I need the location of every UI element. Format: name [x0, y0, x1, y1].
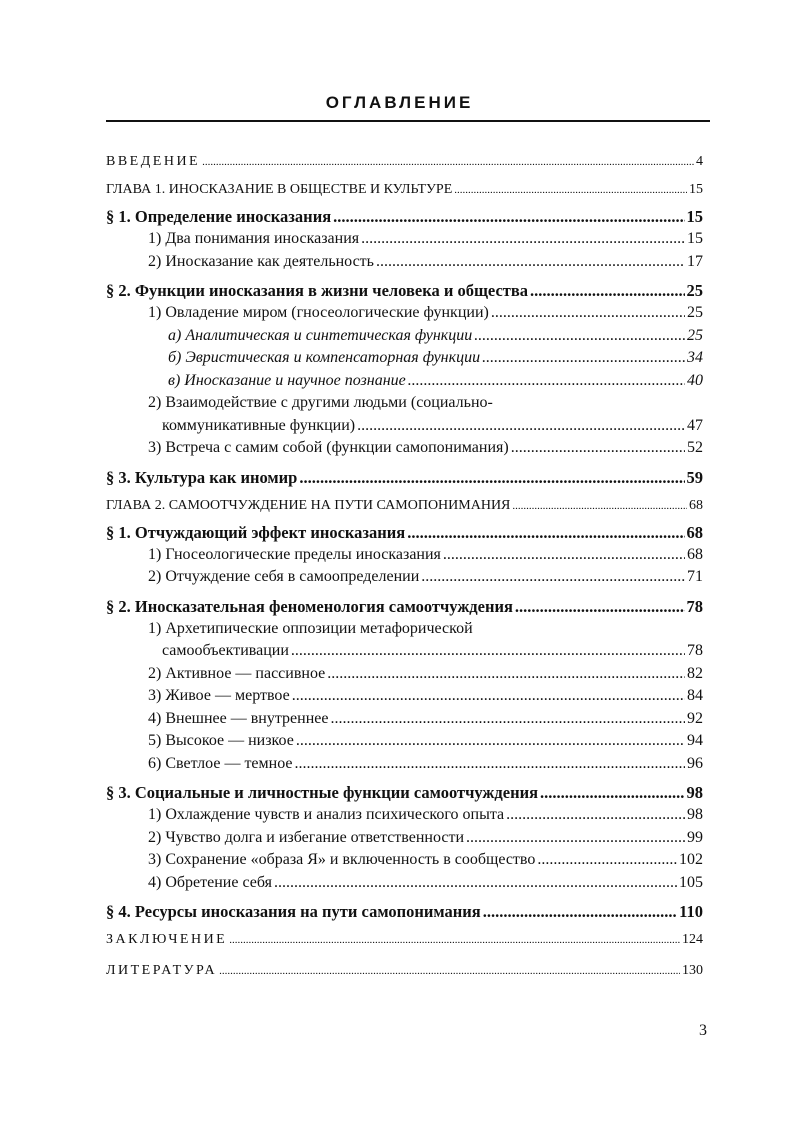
toc-page-number: 78 — [687, 642, 703, 659]
toc-entry-title: ВВЕДЕНИЕ — [106, 154, 201, 169]
toc-entry-title: 2) Чувство долга и избегание ответственности — [148, 828, 465, 846]
toc-entry-title: 1) Охлаждение чувств и анализ психического опыта — [148, 806, 505, 823]
toc-section[interactable] — [106, 595, 703, 618]
toc-dot-leader — [537, 849, 677, 872]
toc-page-number: 59 — [686, 467, 703, 487]
page-title: ОГЛАВЛЕНИЕ — [325, 93, 474, 112]
toc-dot-leader — [330, 708, 685, 731]
toc-page-number: 15 — [687, 230, 703, 247]
toc-page-number: 82 — [687, 664, 703, 682]
title-rule — [106, 120, 710, 122]
toc-entry-title: § 2. Функции иносказания в жизни человека и общества — [106, 281, 529, 300]
toc-page-number: 98 — [687, 806, 703, 823]
toc-dot-leader — [408, 370, 685, 393]
toc-dot-leader — [291, 640, 685, 663]
toc-page-number: 40 — [687, 371, 703, 389]
toc-page-number: 96 — [687, 754, 703, 772]
toc-subsubsection[interactable] — [106, 325, 703, 348]
toc-page-number: 34 — [687, 349, 703, 366]
toc-dot-leader — [443, 544, 685, 567]
toc-page-number: 25 — [687, 304, 703, 321]
toc-subsection[interactable] — [106, 251, 703, 274]
toc-subsection[interactable] — [106, 827, 703, 850]
toc-page-number: 15 — [689, 182, 703, 197]
toc-page-number: 68 — [689, 497, 703, 513]
toc-page-number: 17 — [687, 252, 703, 270]
toc-entry-title: 2) Активное — пассивное — [148, 664, 326, 682]
toc-entry-title: § 3. Культура как иномир — [106, 467, 298, 487]
toc-page-number: 68 — [686, 522, 703, 542]
toc-page-number: 15 — [686, 207, 703, 226]
toc-page-number: 25 — [687, 326, 703, 344]
toc-subsection[interactable] — [106, 228, 703, 251]
toc-entry-title: ГЛАВА 1. ИНОСКАЗАНИЕ В ОБЩЕСТВЕ И КУЛЬТУРЕ — [106, 182, 453, 197]
toc-dot-leader — [274, 872, 677, 895]
toc-entry-title: § 1. Определение иносказания — [106, 207, 332, 226]
toc-subsection[interactable] — [106, 753, 703, 776]
toc-dot-leader — [491, 302, 685, 325]
toc-page-number: 71 — [687, 568, 703, 585]
toc-page-number: 94 — [687, 732, 703, 749]
toc-page-number: 47 — [687, 416, 703, 434]
toc-page-number: 110 — [679, 902, 703, 921]
toc-entry-title: ЛИТЕРАТУРА — [106, 963, 218, 978]
toc-entry-title: 3) Встреча с самим собой (функции самопонимания) — [148, 439, 509, 456]
toc-dot-leader — [483, 900, 677, 923]
toc-dot-leader — [540, 781, 684, 804]
toc-dot-leader — [202, 153, 694, 171]
toc-page-number: 92 — [687, 709, 703, 727]
toc-dot-leader — [506, 804, 685, 827]
toc-entry-title: 2) Взаимодействие с другими людьми (социально- — [148, 394, 493, 411]
toc-entry-title: 1) Архетипические оппозиции метафорической — [148, 619, 473, 637]
toc-page-number: 102 — [679, 851, 703, 868]
toc-dot-leader — [327, 663, 685, 686]
toc-dot-leader — [482, 347, 685, 370]
toc-page-number: 130 — [682, 963, 703, 978]
toc-page-number: 105 — [679, 873, 703, 891]
toc-dot-leader — [299, 466, 684, 489]
toc-dot-leader — [466, 827, 685, 850]
toc-page-number: 98 — [686, 783, 703, 802]
toc-subsection-line2[interactable] — [106, 640, 703, 663]
table-of-contents — [106, 153, 703, 980]
toc-dot-leader — [361, 228, 685, 251]
toc-subsection[interactable] — [106, 544, 703, 567]
toc-entry-title: б) Эвристическая и компенсаторная функции — [168, 349, 481, 366]
toc-entry-title: 5) Высокое — низкое — [148, 732, 294, 749]
toc-subsection[interactable] — [106, 566, 703, 589]
toc-page-number: 78 — [686, 596, 703, 616]
toc-section[interactable] — [106, 900, 703, 923]
toc-entry-title: в) Иносказание и научное познание — [168, 371, 406, 389]
toc-page-number: 99 — [687, 828, 703, 846]
toc-entry-title: ЗАКЛЮЧЕНИЕ — [106, 932, 228, 947]
toc-subsection[interactable] — [106, 872, 703, 895]
toc-subsection[interactable] — [106, 708, 703, 731]
toc-entry-title: а) Аналитическая и синтетическая функции — [168, 326, 473, 344]
toc-page-number: 84 — [687, 687, 703, 704]
toc-entry-title: § 3. Социальные и личностные функции самоотчуждения — [106, 783, 539, 802]
toc-dot-leader — [454, 181, 687, 199]
toc-section[interactable] — [106, 205, 703, 228]
toc-dot-leader — [512, 497, 687, 515]
toc-conclusion[interactable] — [106, 931, 703, 949]
toc-dot-leader — [407, 521, 684, 544]
toc-entry-title: 4) Внешнее — внутреннее — [148, 709, 329, 727]
toc-page-number: 4 — [696, 154, 703, 169]
toc-entry-title: § 2. Иносказательная феноменология самоотчуждения — [106, 596, 513, 616]
toc-section[interactable] — [106, 521, 703, 544]
page-number: 3 — [699, 1022, 707, 1039]
toc-dot-leader — [474, 325, 685, 348]
toc-subsubsection[interactable] — [106, 370, 703, 393]
toc-entry-title: 3) Живое — мертвое — [148, 687, 290, 704]
toc-literature[interactable] — [106, 962, 703, 980]
toc-subsection[interactable] — [106, 302, 703, 325]
toc-dot-leader — [333, 205, 684, 228]
toc-entry-title: 3) Сохранение «образа Я» и включенность в сообщество — [148, 851, 536, 868]
toc-subsection[interactable] — [106, 663, 703, 686]
toc-subsection[interactable] — [106, 685, 703, 708]
toc-subsection-line1[interactable] — [106, 392, 703, 415]
toc-dot-leader — [229, 931, 680, 949]
toc-dot-leader — [511, 437, 685, 460]
toc-dot-leader — [530, 279, 684, 302]
toc-page-number: 124 — [682, 932, 703, 947]
toc-entry-title: 1) Два понимания иносказания — [148, 230, 360, 247]
toc-subsection[interactable] — [106, 437, 703, 460]
toc-entry-title: 1) Овладение миром (гносеологические функции) — [148, 304, 489, 321]
toc-intro[interactable] — [106, 153, 703, 171]
toc-dot-leader — [357, 415, 685, 438]
toc-dot-leader — [296, 730, 685, 753]
toc-dot-leader — [515, 595, 685, 618]
toc-entry-title: 2) Отчуждение себя в самоопределении — [148, 568, 420, 585]
toc-entry-title-continued: коммуникативные функции) — [162, 416, 356, 434]
toc-page-number: 25 — [686, 281, 703, 300]
toc-entry-title: 4) Обретение себя — [148, 873, 272, 891]
toc-section[interactable] — [106, 466, 703, 489]
toc-entry-title-continued: самообъективации — [162, 642, 289, 659]
toc-entry-title: § 4. Ресурсы иносказания на пути самопонимания — [106, 902, 481, 921]
toc-subsubsection[interactable] — [106, 347, 703, 370]
toc-subsection-line2[interactable] — [106, 415, 703, 438]
toc-dot-leader — [295, 753, 685, 776]
toc-entry-title: 1) Гносеологические пределы иносказания — [148, 545, 441, 563]
toc-chapter-2[interactable] — [106, 497, 703, 515]
toc-chapter-1[interactable] — [106, 181, 703, 199]
toc-subsection[interactable] — [106, 849, 703, 872]
toc-dot-leader — [219, 962, 680, 980]
toc-entry-title: § 1. Отчуждающий эффект иносказания — [106, 522, 406, 542]
toc-subsection[interactable] — [106, 730, 703, 753]
toc-page-number: 68 — [687, 545, 703, 563]
toc-subsection-line1[interactable] — [106, 618, 703, 641]
toc-section[interactable] — [106, 279, 703, 302]
toc-subsection[interactable] — [106, 804, 703, 827]
toc-dot-leader — [421, 566, 685, 589]
toc-entry-title: 2) Иносказание как деятельность — [148, 252, 374, 270]
toc-entry-title: ГЛАВА 2. САМООТЧУЖДЕНИЕ НА ПУТИ САМОПОНИМАНИЯ — [106, 497, 511, 513]
toc-dot-leader — [292, 685, 685, 708]
toc-page-number: 52 — [687, 439, 703, 456]
toc-entry-title: 6) Светлое — темное — [148, 754, 293, 772]
toc-dot-leader — [376, 251, 685, 274]
toc-section[interactable] — [106, 781, 703, 804]
